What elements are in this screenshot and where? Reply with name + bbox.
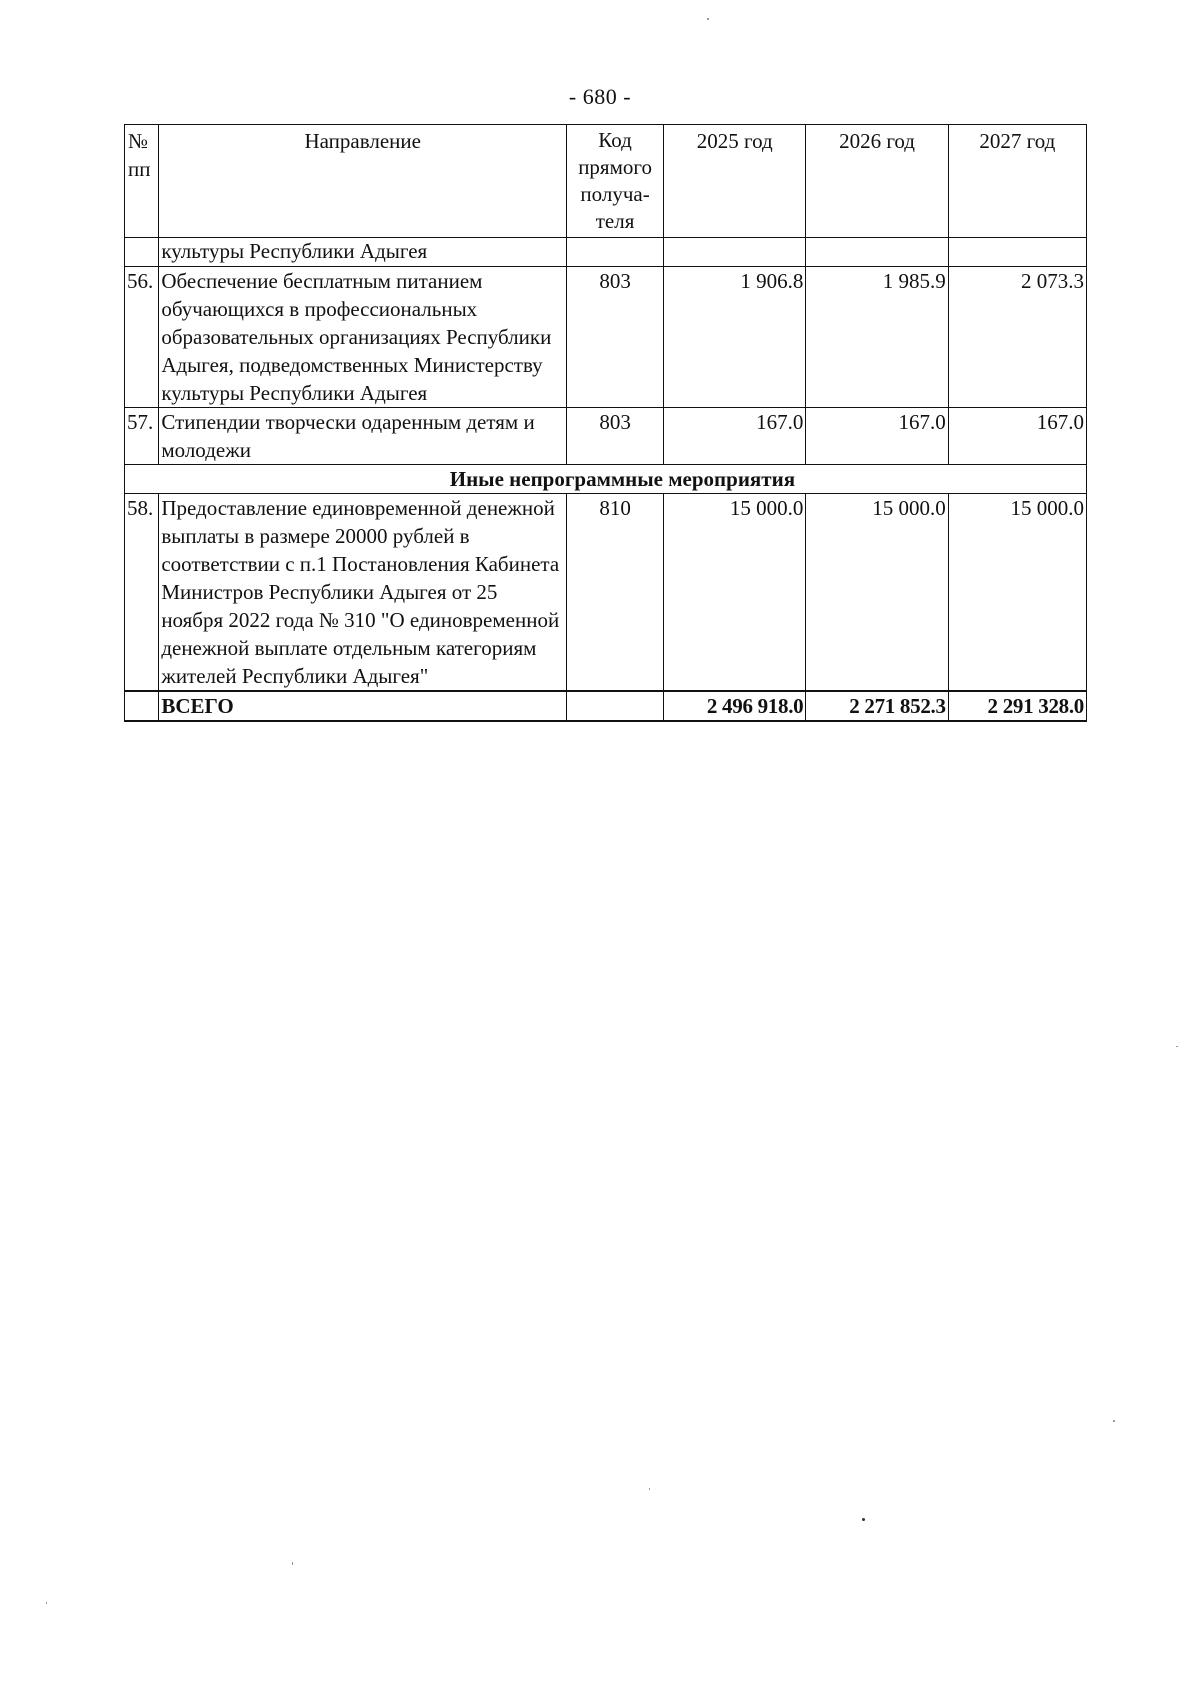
total-row: [125, 691, 1087, 721]
row-2026: 15 000.0: [806, 494, 948, 692]
total-2026: 2 271 852.3: [806, 691, 948, 721]
table-row: [125, 494, 1087, 692]
page-number: - 680 -: [568, 84, 632, 109]
scan-speck: [46, 1602, 47, 1604]
scan-speck: [1113, 1420, 1115, 1422]
scan-speck: [707, 18, 709, 20]
total-label: ВСЕГО: [159, 691, 567, 721]
scan-speck: [292, 1562, 293, 1565]
table-row: [125, 267, 1087, 408]
header-code: Код прямого получа-теля: [567, 125, 664, 238]
budget-table: [124, 124, 1087, 722]
row-direction: Стипендии творчески одаренным детям и молодежи: [159, 408, 567, 465]
total-no: [125, 691, 159, 721]
header-2027: 2027 год: [948, 125, 1086, 238]
row-no: 57.: [125, 408, 159, 465]
row-no: 58.: [125, 494, 159, 692]
row-direction: Обеспечение бесплатным питанием обучающихся в профессиональных образовательных организациях Республики Адыгея, подведомственных Министерству культуры Республики Адыгея: [159, 267, 567, 408]
continuation-2027: [948, 238, 1086, 267]
row-2027: 2 073.3: [948, 267, 1086, 408]
row-2027: 15 000.0: [948, 494, 1086, 692]
row-2025: 15 000.0: [664, 494, 806, 692]
continuation-direction: культуры Республики Адыгея: [159, 238, 567, 267]
row-2026: 1 985.9: [806, 267, 948, 408]
row-2025: 1 906.8: [664, 267, 806, 408]
continuation-no: [125, 238, 159, 267]
row-code: 803: [567, 267, 664, 408]
header-no-label: № пп: [128, 129, 151, 181]
row-direction: Предоставление единовременной денежной выплаты в размере 20000 рублей в соответствии с п.1 Постановления Кабинета Министров Республики Адыгея от 25 ноября 2022 года № 310 "О единовременной денежной выплате отдельным категориям жителей Республики Адыгея": [159, 494, 567, 692]
table-row: [125, 408, 1087, 465]
scan-speck: [649, 1488, 650, 1490]
row-2027: 167.0: [948, 408, 1086, 465]
continuation-row: [125, 238, 1087, 267]
section-no: [125, 465, 159, 494]
scan-speck: [1176, 1046, 1178, 1047]
row-code: 810: [567, 494, 664, 692]
total-code: [567, 691, 664, 721]
header-direction: Направление: [159, 125, 567, 238]
scan-speck: [862, 1518, 865, 1521]
section-title: Иные непрограммные мероприятия: [159, 465, 1087, 494]
table-header: [125, 125, 1087, 238]
row-code: 803: [567, 408, 664, 465]
header-2026: 2026 год: [806, 125, 948, 238]
total-2025: 2 496 918.0: [664, 691, 806, 721]
header-no: [125, 125, 159, 238]
row-2025: 167.0: [664, 408, 806, 465]
continuation-code: [567, 238, 664, 267]
row-2026: 167.0: [806, 408, 948, 465]
continuation-2025: [664, 238, 806, 267]
total-2027: 2 291 328.0: [948, 691, 1086, 721]
header-2025: 2025 год: [664, 125, 806, 238]
row-no: 56.: [125, 267, 159, 408]
section-row: [125, 465, 1087, 494]
continuation-2026: [806, 238, 948, 267]
